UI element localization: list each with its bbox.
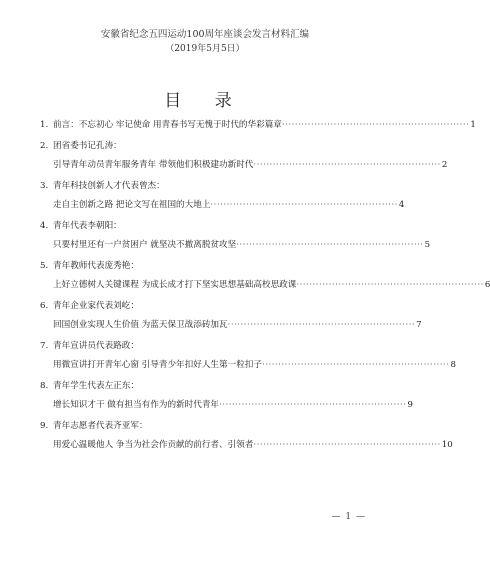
entry-number: 1. <box>40 120 49 130</box>
entry-page-number: 2 <box>441 160 448 170</box>
toc-entry-8 <box>40 381 413 411</box>
toc-entry-5 <box>40 261 490 291</box>
entry-number: 7. <box>40 341 49 351</box>
toc-entry-7 <box>40 341 456 371</box>
entry-number: 6. <box>40 301 49 311</box>
entry-page-number: 1 <box>470 120 476 130</box>
toc-entry-2 <box>40 141 448 171</box>
entry-heading: 青年教师代表庞秀艳： <box>53 261 139 271</box>
leader-dots: ·························································· <box>253 160 441 170</box>
entry-subtitle: 增长知识才干 做有担当有作为的新时代青年 <box>53 400 220 410</box>
entry-subtitle: 只要村里还有一户贫困户 就坚决不撤离脱贫攻坚 <box>53 240 237 250</box>
entry-number: 4. <box>40 221 49 231</box>
leader-dots: ·························································· <box>236 240 424 250</box>
entry-number: 8. <box>40 381 49 391</box>
entry-number: 5. <box>40 261 49 271</box>
document-header <box>0 28 410 56</box>
entry-page-number: 10 <box>441 440 453 450</box>
entry-heading: 团省委书记孔涛： <box>53 141 122 151</box>
entry-subtitle: 引导青年动员青年服务青年 带领他们积极建功新时代 <box>53 160 254 170</box>
entry-heading: 青年志愿者代表齐亚军： <box>53 421 148 431</box>
entry-subtitle: 用爱心温暖他人 争当为社会作贡献的前行者、引领者 <box>53 440 254 450</box>
entry-heading: 青年代表李朝阳： <box>53 221 122 231</box>
document-date: （2019年5月5日） <box>165 44 245 54</box>
toc-entry-1 <box>40 120 476 131</box>
leader-dots: ·························································· <box>296 280 484 290</box>
entry-heading: 青年企业家代表刘屹： <box>53 301 139 311</box>
leader-dots: ·························································· <box>227 320 416 330</box>
entry-subtitle: 用微宣讲打开青年心窗 引导青少年扣好人生第一粒扣子 <box>53 360 262 370</box>
entry-heading: 青年科技创新人才代表曾杰： <box>53 181 165 191</box>
leader-dots: ·························································· <box>210 200 398 210</box>
entry-subtitle: 回国创业实现人生价值 为蓝天保卫战添砖加瓦 <box>53 320 228 330</box>
entry-subtitle: 走自主创新之路 把论文写在祖国的大地上 <box>53 200 211 210</box>
leader-dots: ·························································· <box>281 120 470 130</box>
table-of-contents <box>40 120 490 451</box>
page-number-footer: — 1 — <box>331 512 366 522</box>
entry-number: 9. <box>40 421 49 431</box>
entry-heading: 青年学生代表左正东： <box>53 381 139 391</box>
entry-page-number: 4 <box>398 200 405 210</box>
entry-subtitle: 上好立德树人关键课程 为成长成才打下坚实思想基础高校思政课 <box>53 280 297 290</box>
toc-entry-3 <box>40 181 405 211</box>
toc-entry-6 <box>40 301 422 331</box>
entry-number: 2. <box>40 141 49 151</box>
entry-page-number: 5 <box>424 240 431 250</box>
leader-dots: ·························································· <box>261 360 450 370</box>
toc-heading: 目 录 <box>164 91 246 111</box>
entry-page-number: 9 <box>407 400 413 410</box>
toc-entry-9 <box>40 421 453 451</box>
leader-dots: ·························································· <box>253 440 441 450</box>
entry-number: 3. <box>40 181 49 191</box>
entry-heading: 前言：不忘初心 牢记使命 用青春书写无愧于时代的华彩篇章 <box>53 120 282 130</box>
leader-dots: ·························································· <box>219 400 407 410</box>
entry-page-number: 8 <box>450 360 456 370</box>
entry-page-number: 7 <box>416 320 422 330</box>
document-title: 安徽省纪念五四运动100周年座谈会发言材料汇编 <box>100 29 310 40</box>
toc-entry-4 <box>40 221 431 251</box>
entry-heading: 青年宣讲员代表路政： <box>53 341 139 351</box>
entry-page-number: 6 <box>484 280 490 290</box>
